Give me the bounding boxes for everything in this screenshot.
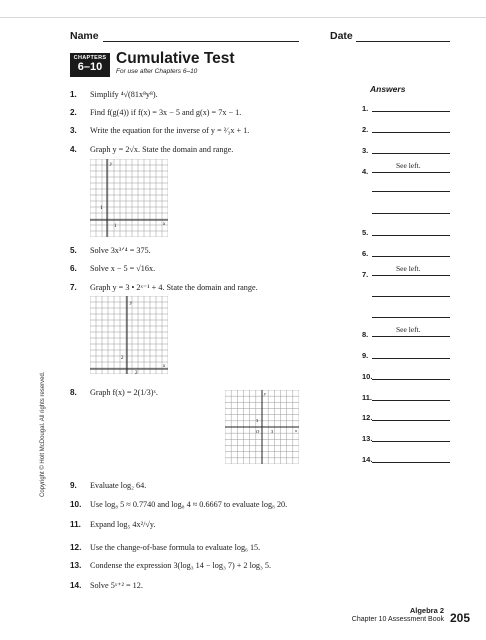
answer-note-8: See left. [396, 325, 421, 334]
answer-number-11: 11. [362, 393, 373, 402]
x-tick-label: 2 [135, 371, 138, 374]
answer-field-7-line-3[interactable] [372, 317, 450, 318]
y-tick-label: 2 [121, 356, 124, 361]
chapters-badge [70, 53, 110, 77]
answer-field-1[interactable] [372, 111, 450, 112]
y-tick-label: 1 [100, 206, 103, 211]
answer-number-2: 2. [362, 125, 369, 134]
answer-field-10[interactable] [372, 379, 450, 380]
answer-field-5[interactable] [372, 235, 450, 236]
y-axis-label: y [130, 301, 133, 306]
answer-field-7[interactable] [372, 275, 450, 276]
question-8: 8. Graph f(x) = 2(1/3)ˣ. [70, 388, 158, 397]
copyright-notice: Copyright © Holt McDougal. All rights reserved. [40, 371, 46, 497]
answer-field-6[interactable] [372, 256, 450, 257]
answer-field-9[interactable] [372, 358, 450, 359]
origin-label: O [256, 429, 260, 434]
name-line [103, 41, 299, 42]
question-5: 5. Solve 3x³ᐟ⁴ = 375. [70, 246, 151, 255]
question-13: 13. Condense the expression 3(log₃ 14 − log₃ 7) + 2 log₃ 5. [70, 561, 272, 570]
x-tick-label: 3 [271, 429, 274, 434]
page-title: Cumulative Test [116, 50, 235, 67]
y-axis-label: y [110, 162, 113, 167]
y-tick-label: 3 [256, 418, 259, 423]
question-9: 9. Evaluate log₂ 64. [70, 481, 147, 490]
question-11: 11. Expand log₅ 4x²/√y. [70, 520, 156, 529]
answer-number-4: 4. [362, 167, 369, 176]
graph-question-8 [225, 390, 299, 464]
answer-number-6: 6. [362, 249, 369, 258]
answer-number-13: 13. [362, 434, 373, 443]
answer-field-12[interactable] [372, 420, 450, 421]
answer-number-1: 1. [362, 104, 369, 113]
footer-chapter: Chapter 10 Assessment Book [351, 616, 444, 623]
answer-field-11[interactable] [372, 400, 450, 401]
question-7: 7. Graph y = 3 • 2ˣ⁻¹ + 4. State the domain and range. [70, 283, 258, 292]
answer-field-3[interactable] [372, 153, 450, 154]
badge-range: 6–10 [77, 61, 103, 73]
answer-field-4-line-2[interactable] [372, 191, 450, 192]
answer-number-12: 12. [362, 413, 373, 422]
question-2: 2. Find f(g(4)) if f(x) = 3x − 5 and g(x) = 7x − 1. [70, 108, 242, 117]
answer-number-8: 8. [362, 330, 369, 339]
page-subtitle: For use after Chapters 6–10 [116, 68, 198, 75]
date-label: Date [330, 30, 353, 42]
date-line [356, 41, 450, 42]
badge-top: CHAPTERS [73, 55, 107, 61]
question-4: 4. Graph y = 2√x. State the domain and range. [70, 145, 234, 154]
top-divider [0, 17, 486, 18]
answer-field-2[interactable] [372, 132, 450, 133]
question-14: 14. Solve 5ˣ⁺² = 12. [70, 581, 143, 590]
question-1: 1. Simplify ⁴√(81x⁸y⁸). [70, 90, 158, 99]
answer-number-7: 7. [362, 270, 369, 279]
answer-note-7: See left. [396, 264, 421, 273]
page-number: 205 [449, 611, 470, 625]
x-axis-label: x [163, 364, 166, 369]
footer-book: Algebra 2 [409, 606, 444, 615]
answer-note-4: See left. [396, 161, 421, 170]
answer-number-9: 9. [362, 351, 369, 360]
x-axis-label: x [295, 428, 297, 433]
question-6: 6. Solve x − 5 = √16x. [70, 264, 156, 273]
answer-number-14: 14. [362, 455, 373, 464]
top-band [0, 0, 486, 18]
graph-question-4 [90, 159, 168, 237]
answer-field-4[interactable] [372, 172, 450, 173]
question-3: 3. Write the equation for the inverse of y = ²⁄₃x + 1. [70, 126, 250, 135]
answer-field-13[interactable] [372, 441, 450, 442]
answer-number-3: 3. [362, 146, 369, 155]
answer-field-7-line-2[interactable] [372, 296, 450, 297]
graph-question-7 [90, 296, 168, 374]
question-10: 10. Use log₈ 5 ≈ 0.7740 and log₈ 4 ≈ 0.6667 to evaluate log₈ 20. [70, 500, 288, 509]
x-axis-label: x [163, 222, 166, 227]
question-12: 12. Use the change-of-base formula to evaluate log₆ 15. [70, 543, 261, 552]
answer-field-4-line-3[interactable] [372, 213, 450, 214]
answers-heading: Answers [370, 84, 406, 94]
answer-field-14[interactable] [372, 462, 450, 463]
answer-field-8[interactable] [372, 336, 450, 337]
y-axis-label: y [264, 391, 266, 396]
x-tick-label: 1 [114, 224, 117, 229]
answer-number-5: 5. [362, 228, 369, 237]
name-label: Name [70, 30, 99, 42]
answer-number-10: 10. [362, 372, 373, 381]
